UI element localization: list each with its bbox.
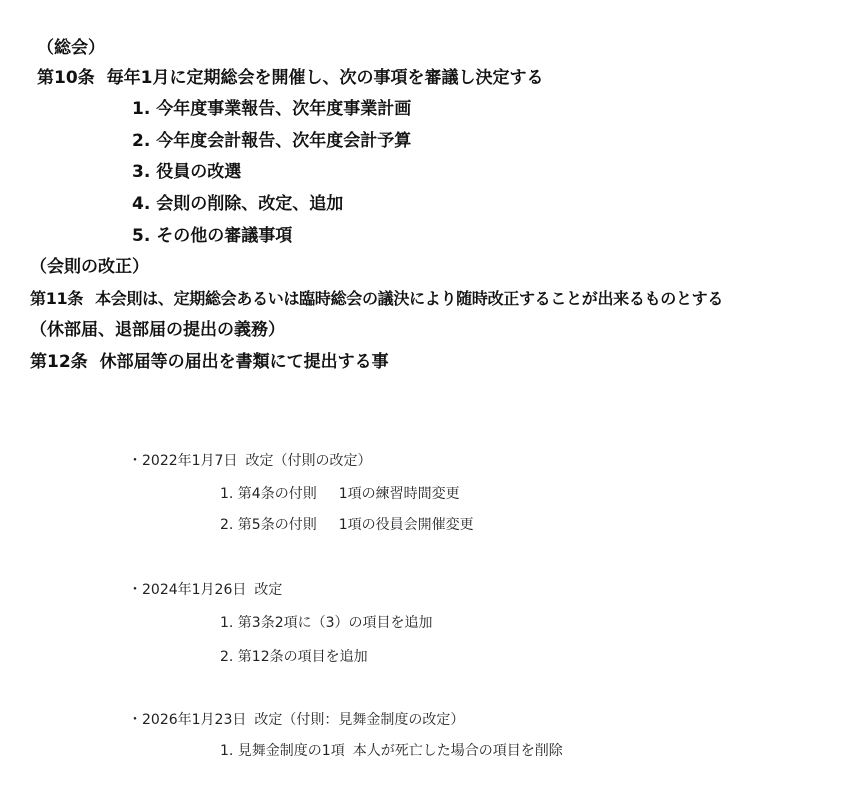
revision-note: 改定（付則：見舞金制度の改定） [254, 712, 465, 728]
article-number: 第11条 [30, 289, 84, 308]
article-text: 毎年1月に定期総会を開催し、次の事項を審議し決定する [106, 68, 544, 88]
article-10-item-1: 1. 今年度事業報告、次年度事業計画 [132, 99, 412, 119]
revision-date: ・2026年1月23日 [128, 712, 247, 728]
revision-note: 改定（付則の改定） [245, 453, 372, 469]
section-heading-soukai: （総会） [37, 38, 105, 58]
revision-item-detail: 1項の練習時間変更 [338, 486, 460, 502]
article-10 [37, 70, 544, 87]
revision-item [220, 650, 368, 664]
revision-note: 改定 [254, 582, 283, 598]
revision-item-label: 1. 見舞金制度の1項 [220, 743, 345, 759]
revision-item [220, 616, 433, 630]
article-text: 本会則は、定期総会あるいは臨時総会の議決により随時改正することが出来るものとする [95, 289, 724, 308]
revision-item [220, 487, 460, 501]
revision-entry-2024 [128, 583, 282, 597]
revision-item-label: 2. 第12条の項目を追加 [220, 649, 368, 665]
revision-item-label: 1. 第4条の付則 [220, 486, 317, 502]
article-10-item-2: 2. 今年度会計報告、次年度会計予算 [132, 131, 412, 151]
revision-item-detail: 1項の役員会開催変更 [338, 517, 474, 533]
revision-item-label: 1. 第3条2項に（3）の項目を追加 [220, 615, 433, 631]
revision-date: ・2024年1月26日 [128, 582, 247, 598]
article-number: 第12条 [30, 352, 88, 372]
revision-item [220, 744, 563, 758]
article-10-item-5: 5. その他の審議事項 [132, 226, 293, 246]
revision-date: ・2022年1月7日 [128, 453, 238, 469]
revision-item [220, 518, 474, 532]
article-text: 休部届等の届出を書類にて提出する事 [99, 352, 389, 372]
article-11 [30, 291, 723, 307]
article-10-item-4: 4. 会則の削除、改定、追加 [132, 194, 344, 214]
section-heading-kaisei: （会則の改正） [30, 257, 149, 277]
article-12 [30, 354, 389, 371]
article-10-item-3: 3. 役員の改選 [132, 162, 242, 182]
article-number: 第10条 [37, 68, 95, 88]
section-heading-gimu: （休部届、退部届の提出の義務） [30, 320, 285, 340]
revision-item-detail: 本人が死亡した場合の項目を削除 [352, 743, 563, 759]
revision-entry-2026 [128, 713, 464, 727]
revision-entry-2022 [128, 454, 371, 468]
revision-item-label: 2. 第5条の付則 [220, 517, 317, 533]
